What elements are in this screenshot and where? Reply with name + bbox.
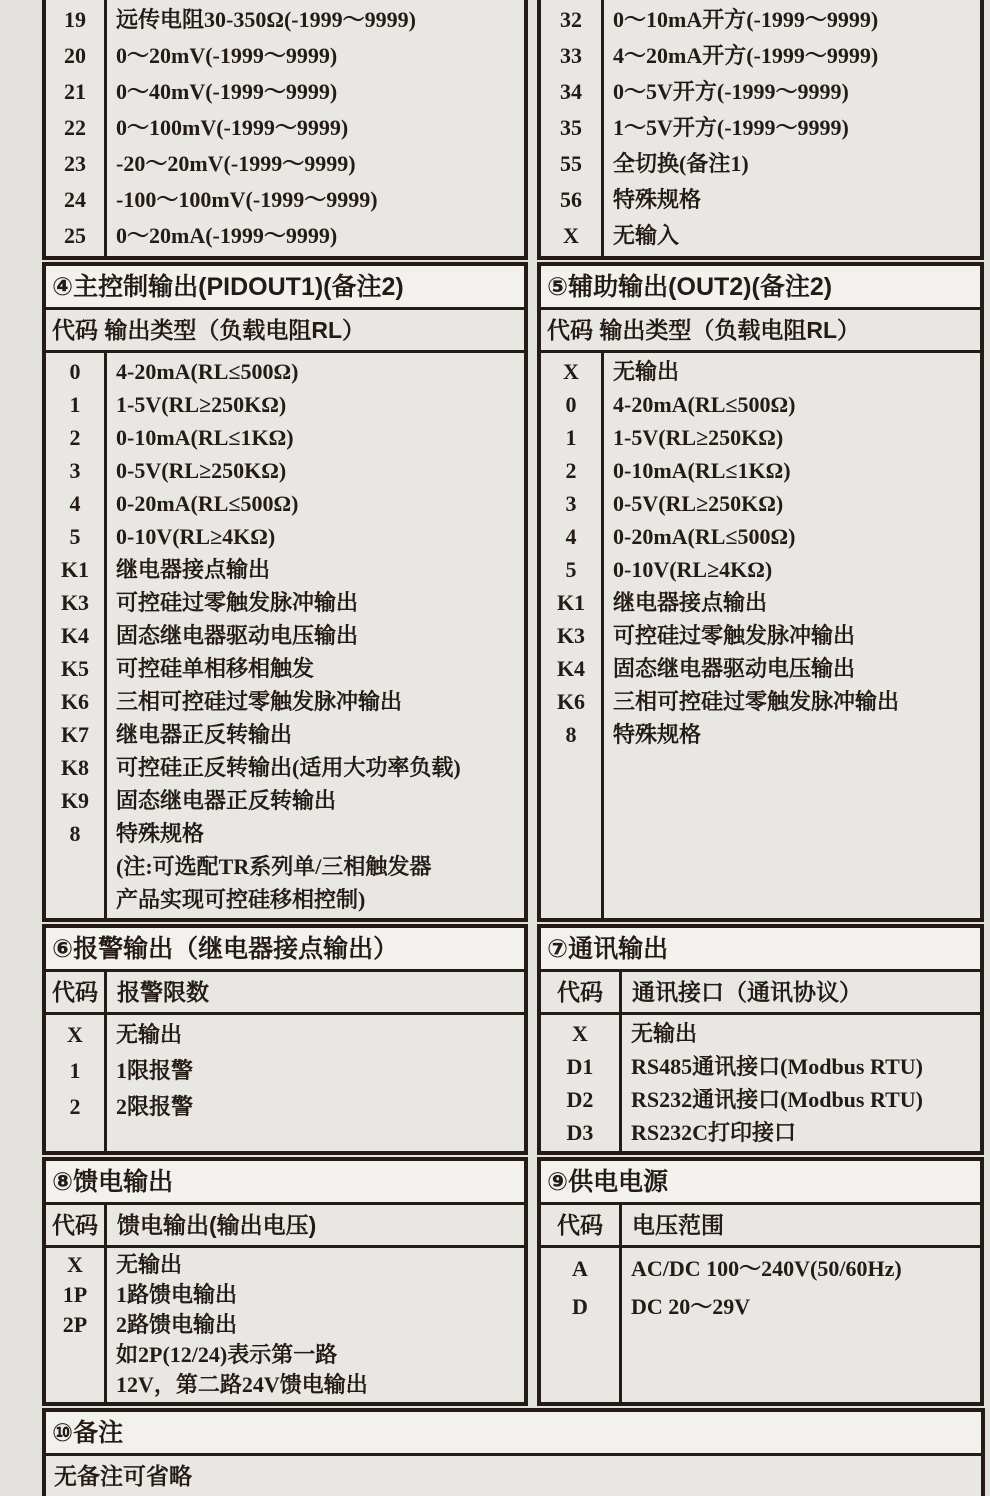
row-desc: 1～5V开方(-1999～9999) <box>613 115 849 140</box>
section-6-box <box>42 924 528 1155</box>
row-desc: RS485通讯接口(Modbus RTU) <box>631 1054 923 1079</box>
section-4-box <box>42 262 528 922</box>
row-code: K7 <box>60 722 90 747</box>
row-code: 2 <box>69 425 81 450</box>
table-row <box>46 652 524 685</box>
table-row <box>46 1280 524 1310</box>
row-desc: 特殊规格 <box>116 821 205 846</box>
table-row <box>46 487 524 520</box>
table-row <box>541 1250 980 1288</box>
row-code: 23 <box>64 151 86 176</box>
table-row <box>541 110 980 146</box>
row-code: 4 <box>565 524 577 549</box>
row-desc: 无输出 <box>613 359 680 384</box>
table-row <box>541 355 980 388</box>
section-5-box <box>537 262 984 922</box>
row-desc: 可控硅单相移相触发 <box>116 656 315 681</box>
subheader-desc-label: 馈电输出(输出电压) <box>104 1205 524 1245</box>
input-code-table-right-box <box>537 0 984 260</box>
table-row <box>541 388 980 421</box>
table-row <box>541 718 980 751</box>
row-desc: 全切换(备注1) <box>613 151 749 176</box>
section-10-remark <box>42 1408 985 1496</box>
table-row <box>46 421 524 454</box>
row-desc: 4～20mA开方(-1999～9999) <box>613 43 879 68</box>
row-desc: 0～10mA开方(-1999～9999) <box>613 7 879 32</box>
table-row <box>541 1288 980 1326</box>
row-code: 19 <box>64 7 86 32</box>
row-code: 25 <box>64 223 86 248</box>
row-code: 1 <box>69 392 81 417</box>
table-row <box>46 454 524 487</box>
row-code: 33 <box>560 43 582 68</box>
row-desc: 1-5V(RL≥250KΩ) <box>613 425 784 450</box>
row-code: K9 <box>60 788 90 813</box>
row-code: 56 <box>560 187 582 212</box>
row-code: 5 <box>69 524 81 549</box>
section-7-comm-output <box>537 924 984 1155</box>
row-desc: 0～20mV(-1999～9999) <box>116 43 338 68</box>
section-6-title: ⑥报警输出（继电器接点输出） <box>46 928 524 972</box>
table-row <box>46 1089 524 1125</box>
row-desc: 特殊规格 <box>613 187 702 212</box>
row-desc: 可控硅正反转输出(适用大功率负载) <box>116 755 461 780</box>
section-9-subheader <box>541 1205 980 1248</box>
table-row <box>46 110 524 146</box>
table-body <box>541 0 980 256</box>
row-code <box>46 1340 104 1370</box>
table-row <box>541 146 980 182</box>
section-9-title: ⑨供电电源 <box>541 1161 980 1205</box>
table-row <box>46 182 524 218</box>
table-row <box>46 38 524 74</box>
row-code: 3 <box>565 491 577 516</box>
table-row <box>46 218 524 254</box>
table-row <box>46 784 524 817</box>
table-body <box>46 1248 524 1402</box>
input-code-table-right <box>537 0 984 260</box>
row-desc: 12V，第二路24V馈电输出 <box>116 1372 368 1397</box>
row-desc: 0-10V(RL≥4KΩ) <box>613 557 773 582</box>
row-code: K8 <box>60 755 90 780</box>
row-code: K1 <box>60 557 90 582</box>
table-row <box>541 218 980 254</box>
row-code: 8 <box>69 821 81 846</box>
row-desc: 可控硅过零触发脉冲输出 <box>613 623 856 648</box>
table-row <box>46 74 524 110</box>
section-5-aux-output <box>537 262 984 922</box>
row-code: K1 <box>556 590 586 615</box>
input-code-table-left <box>42 0 528 260</box>
table-row <box>46 685 524 718</box>
table-row <box>46 1053 524 1089</box>
output-sections-row <box>42 262 985 922</box>
section-5-title: ⑤辅助输出(OUT2)(备注2) <box>541 266 980 310</box>
row-code: D3 <box>566 1120 594 1145</box>
table-row <box>46 1250 524 1280</box>
row-code: 2 <box>69 1094 81 1119</box>
row-desc: 特殊规格 <box>613 722 702 747</box>
table-body <box>46 353 524 918</box>
row-desc: -100～100mV(-1999～9999) <box>116 187 378 212</box>
section-7-title: ⑦通讯输出 <box>541 928 980 972</box>
row-code: K5 <box>60 656 90 681</box>
subheader-code-label: 代码 <box>557 979 603 1005</box>
row-desc: AC/DC 100～240V(50/60Hz) <box>631 1256 902 1281</box>
row-code: 21 <box>64 79 86 104</box>
section-7-box <box>537 924 984 1155</box>
table-row <box>46 817 524 850</box>
section-10-title: ⑩备注 <box>46 1412 981 1456</box>
table-row <box>541 38 980 74</box>
table-row <box>46 718 524 751</box>
row-desc: -20～20mV(-1999～9999) <box>116 151 356 176</box>
table-row <box>541 586 980 619</box>
subheader-desc-label: 报警限数 <box>104 972 524 1012</box>
row-code: K6 <box>556 689 586 714</box>
table-row <box>46 146 524 182</box>
row-code: 35 <box>560 115 582 140</box>
table-row <box>541 421 980 454</box>
row-code: X <box>572 1021 588 1046</box>
section-8-subheader <box>46 1205 524 1248</box>
table-row <box>541 685 980 718</box>
row-code: 22 <box>64 115 86 140</box>
row-code: D <box>572 1294 588 1319</box>
input-code-table-left-box <box>42 0 528 260</box>
row-code: D1 <box>566 1054 594 1079</box>
row-code: K6 <box>60 689 90 714</box>
table-row <box>46 883 524 916</box>
alarm-comm-sections-row <box>42 924 985 1155</box>
row-desc: 1限报警 <box>116 1058 194 1083</box>
row-code: 0 <box>565 392 577 417</box>
row-desc: 0-10mA(RL≤1KΩ) <box>613 458 791 483</box>
row-desc: 可控硅过零触发脉冲输出 <box>116 590 359 615</box>
row-code: 55 <box>560 151 582 176</box>
table-row <box>541 1050 980 1083</box>
table-row <box>46 2 524 38</box>
row-desc: 固态继电器驱动电压输出 <box>613 656 856 681</box>
table-body <box>46 1015 524 1151</box>
table-row <box>541 1017 980 1050</box>
row-desc: 无输出 <box>631 1021 698 1046</box>
row-desc: 无输出 <box>116 1022 183 1047</box>
table-body <box>541 1248 980 1402</box>
row-code: 24 <box>64 187 86 212</box>
row-desc: 继电器正反转输出 <box>116 722 293 747</box>
row-desc: (注:可选配TR系列单/三相触发器 <box>116 854 432 879</box>
row-desc: 2路馈电输出 <box>116 1312 238 1337</box>
row-code <box>46 850 104 883</box>
table-row <box>46 751 524 784</box>
row-desc: 0-5V(RL≥250KΩ) <box>116 458 287 483</box>
row-desc: 0-10V(RL≥4KΩ) <box>116 524 276 549</box>
row-desc: 继电器接点输出 <box>116 557 271 582</box>
row-desc: 0-20mA(RL≤500Ω) <box>613 524 796 549</box>
row-code: 34 <box>560 79 582 104</box>
table-row <box>541 2 980 38</box>
table-row <box>541 487 980 520</box>
subheader-code-label: 代码 <box>52 1212 98 1238</box>
row-code: 20 <box>64 43 86 68</box>
row-code: 8 <box>565 722 577 747</box>
section-6-alarm-output <box>42 924 528 1155</box>
row-desc: 4-20mA(RL≤500Ω) <box>613 392 796 417</box>
row-code: 2P <box>62 1312 88 1337</box>
table-body <box>46 0 524 256</box>
section-8-box <box>42 1157 528 1406</box>
table-row <box>46 1370 524 1400</box>
row-desc: 0-20mA(RL≤500Ω) <box>116 491 299 516</box>
section-9-box <box>537 1157 984 1406</box>
row-desc: 0-5V(RL≥250KΩ) <box>613 491 784 516</box>
table-row <box>541 1083 980 1116</box>
table-row <box>46 1310 524 1340</box>
subheader-code-label: 代码 <box>52 979 98 1005</box>
row-desc: 4-20mA(RL≤500Ω) <box>116 359 299 384</box>
section-9-power-supply <box>537 1157 984 1406</box>
row-desc: 0～40mV(-1999～9999) <box>116 79 338 104</box>
table-row <box>541 553 980 586</box>
row-code: 3 <box>69 458 81 483</box>
section-6-subheader <box>46 972 524 1015</box>
row-desc: 三相可控硅过零触发脉冲输出 <box>613 689 900 714</box>
subheader-desc-label: 通讯接口（通讯协议） <box>619 972 980 1012</box>
row-desc: 远传电阻30-350Ω(-1999～9999) <box>116 7 416 32</box>
row-code: X <box>563 223 579 248</box>
table-row <box>541 74 980 110</box>
row-code: K4 <box>556 656 586 681</box>
row-desc: 0-10mA(RL≤1KΩ) <box>116 425 294 450</box>
row-desc: 0～20mA(-1999～9999) <box>116 223 338 248</box>
row-code: K3 <box>60 590 90 615</box>
row-code: X <box>67 1022 83 1047</box>
row-code: K4 <box>60 623 90 648</box>
section-8-title: ⑧馈电输出 <box>46 1161 524 1205</box>
row-desc: 继电器接点输出 <box>613 590 768 615</box>
table-row <box>46 1017 524 1053</box>
row-code: 1 <box>69 1058 81 1083</box>
section-8-feed-output <box>42 1157 528 1406</box>
row-code: 5 <box>565 557 577 582</box>
row-desc: DC 20～29V <box>631 1294 751 1319</box>
row-desc: 如2P(12/24)表示第一路 <box>116 1342 338 1367</box>
row-desc: 三相可控硅过零触发脉冲输出 <box>116 689 403 714</box>
row-desc: 固态继电器驱动电压输出 <box>116 623 359 648</box>
row-desc: RS232C打印接口 <box>631 1120 797 1145</box>
table-row <box>46 355 524 388</box>
row-desc: 无输出 <box>116 1252 183 1277</box>
row-desc: RS232通讯接口(Modbus RTU) <box>631 1087 923 1112</box>
row-code: 2 <box>565 458 577 483</box>
row-code: 4 <box>69 491 81 516</box>
row-desc: 产品实现可控硅移相控制) <box>116 887 366 912</box>
row-code: 0 <box>69 359 81 384</box>
table-row <box>46 1340 524 1370</box>
row-code: D2 <box>566 1087 594 1112</box>
subheader-code-label: 代码 <box>557 1212 603 1238</box>
row-desc: 无输入 <box>613 223 680 248</box>
row-code: X <box>563 359 579 384</box>
section-5-subheader: 代码 输出类型（负载电阻RL） <box>541 310 980 353</box>
row-desc: 1路馈电输出 <box>116 1282 238 1307</box>
section-4-title: ④主控制输出(PIDOUT1)(备注2) <box>46 266 524 310</box>
section-4-subheader: 代码 输出类型（负载电阻RL） <box>46 310 524 353</box>
row-code <box>46 1370 104 1400</box>
row-desc: 1-5V(RL≥250KΩ) <box>116 392 287 417</box>
table-row <box>46 520 524 553</box>
table-row <box>541 454 980 487</box>
row-code <box>46 883 104 916</box>
row-desc: 0～5V开方(-1999～9999) <box>613 79 849 104</box>
table-body <box>541 1015 980 1151</box>
row-desc: 2限报警 <box>116 1094 194 1119</box>
input-code-continuation-row <box>42 0 985 260</box>
row-desc: 0～100mV(-1999～9999) <box>116 115 349 140</box>
row-code: 1 <box>565 425 577 450</box>
table-row <box>541 652 980 685</box>
table-row <box>541 182 980 218</box>
table-row <box>46 586 524 619</box>
table-row <box>541 1116 980 1149</box>
table-body <box>541 353 980 918</box>
table-row <box>46 388 524 421</box>
table-row <box>541 619 980 652</box>
section-4-main-control-output <box>42 262 528 922</box>
table-row <box>46 619 524 652</box>
row-code: K3 <box>556 623 586 648</box>
row-code: X <box>67 1252 83 1277</box>
row-desc: 固态继电器正反转输出 <box>116 788 337 813</box>
row-code: 32 <box>560 7 582 32</box>
table-row <box>541 520 980 553</box>
section-10-note: 无备注可省略 <box>54 1463 192 1489</box>
section-7-subheader <box>541 972 980 1015</box>
subheader-desc-label: 电压范围 <box>619 1205 980 1245</box>
row-code: 1P <box>62 1282 88 1307</box>
feed-power-sections-row <box>42 1157 985 1406</box>
table-row <box>46 553 524 586</box>
row-code: A <box>572 1256 588 1281</box>
table-row <box>46 850 524 883</box>
